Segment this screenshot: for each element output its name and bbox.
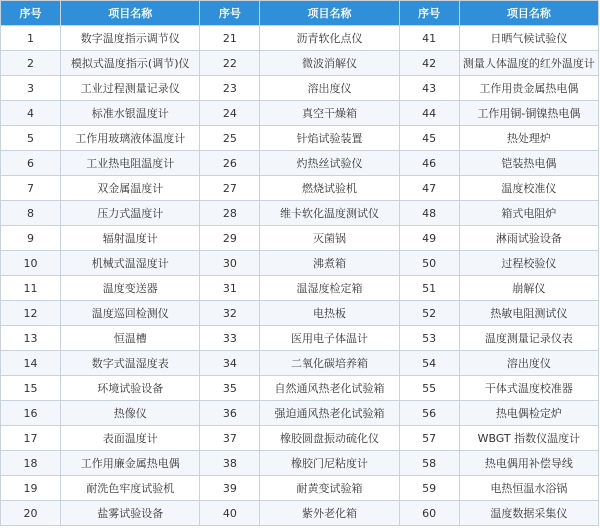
item-name-cell: 温度测量记录仪表 xyxy=(459,326,598,351)
serial-number-cell: 54 xyxy=(399,351,459,376)
serial-number-cell: 37 xyxy=(200,426,260,451)
serial-number-cell: 41 xyxy=(399,26,459,51)
item-name-cell: 工作用廉金属热电偶 xyxy=(61,451,200,476)
serial-number-cell: 6 xyxy=(1,151,61,176)
item-name-cell: 淋雨试验设备 xyxy=(459,226,598,251)
serial-number-cell: 29 xyxy=(200,226,260,251)
serial-number-cell: 27 xyxy=(200,176,260,201)
item-name-cell: 强迫通风热老化试验箱 xyxy=(260,401,399,426)
item-name-cell: 溶出度仪 xyxy=(260,76,399,101)
item-name-cell: 沥青软化点仪 xyxy=(260,26,399,51)
item-name-cell: 标准水银温度计 xyxy=(61,101,200,126)
item-name-cell: 模拟式温度指示(调节)仪 xyxy=(61,51,200,76)
serial-number-cell: 59 xyxy=(399,476,459,501)
serial-number-cell: 9 xyxy=(1,226,61,251)
item-name-cell: 电热板 xyxy=(260,301,399,326)
header-serial-number: 序号 xyxy=(399,1,459,26)
item-name-cell: 盐雾试验设备 xyxy=(61,501,200,526)
item-name-cell: 热电偶检定炉 xyxy=(459,401,598,426)
serial-number-cell: 21 xyxy=(200,26,260,51)
item-name-cell: 微波消解仪 xyxy=(260,51,399,76)
header-item-name: 项目名称 xyxy=(61,1,200,26)
item-name-cell: 压力式温度计 xyxy=(61,201,200,226)
item-name-cell: 热电偶用补偿导线 xyxy=(459,451,598,476)
header-serial-number: 序号 xyxy=(1,1,61,26)
item-name-cell: 溶出度仪 xyxy=(459,351,598,376)
serial-number-cell: 55 xyxy=(399,376,459,401)
item-name-cell: 沸煮箱 xyxy=(260,251,399,276)
serial-number-cell: 39 xyxy=(200,476,260,501)
item-name-cell: 干体式温度校准器 xyxy=(459,376,598,401)
header-row xyxy=(1,1,599,26)
item-name-cell: 灭菌锅 xyxy=(260,226,399,251)
item-name-cell: 工业过程测量记录仪 xyxy=(61,76,200,101)
item-name-cell: 针焰试验装置 xyxy=(260,126,399,151)
serial-number-cell: 44 xyxy=(399,101,459,126)
item-name-cell: 电热恒温水浴锅 xyxy=(459,476,598,501)
serial-number-cell: 23 xyxy=(200,76,260,101)
item-name-cell: 耐洗色牢度试验机 xyxy=(61,476,200,501)
item-name-cell: 环境试验设备 xyxy=(61,376,200,401)
item-name-cell: 温度校准仪 xyxy=(459,176,598,201)
item-name-cell: 灼热丝试验仪 xyxy=(260,151,399,176)
serial-number-cell: 8 xyxy=(1,201,61,226)
table-row xyxy=(1,76,599,101)
item-name-cell: 温度巡回检测仪 xyxy=(61,301,200,326)
item-name-cell: 辐射温度计 xyxy=(61,226,200,251)
table-row xyxy=(1,151,599,176)
serial-number-cell: 32 xyxy=(200,301,260,326)
table-header xyxy=(1,1,599,26)
serial-number-cell: 3 xyxy=(1,76,61,101)
serial-number-cell: 7 xyxy=(1,176,61,201)
item-name-cell: 自然通风热老化试验箱 xyxy=(260,376,399,401)
serial-number-cell: 33 xyxy=(200,326,260,351)
serial-number-cell: 49 xyxy=(399,226,459,251)
header-item-name: 项目名称 xyxy=(260,1,399,26)
item-name-cell: 热敏电阻测试仪 xyxy=(459,301,598,326)
header-serial-number: 序号 xyxy=(200,1,260,26)
item-name-cell: 燃烧试验机 xyxy=(260,176,399,201)
table-row xyxy=(1,351,599,376)
serial-number-cell: 46 xyxy=(399,151,459,176)
item-name-cell: 数字式温湿度表 xyxy=(61,351,200,376)
table-row xyxy=(1,226,599,251)
serial-number-cell: 45 xyxy=(399,126,459,151)
serial-number-cell: 20 xyxy=(1,501,61,526)
serial-number-cell: 50 xyxy=(399,251,459,276)
serial-number-cell: 22 xyxy=(200,51,260,76)
item-name-cell: 机械式温湿度计 xyxy=(61,251,200,276)
table-row xyxy=(1,301,599,326)
item-name-cell: 耐黄变试验箱 xyxy=(260,476,399,501)
serial-number-cell: 60 xyxy=(399,501,459,526)
item-name-cell: 温湿度检定箱 xyxy=(260,276,399,301)
serial-number-cell: 26 xyxy=(200,151,260,176)
table-row xyxy=(1,126,599,151)
serial-number-cell: 56 xyxy=(399,401,459,426)
serial-number-cell: 16 xyxy=(1,401,61,426)
serial-number-cell: 5 xyxy=(1,126,61,151)
table-row xyxy=(1,451,599,476)
item-name-cell: 恒温槽 xyxy=(61,326,200,351)
item-name-cell: 维卡软化温度测试仪 xyxy=(260,201,399,226)
item-name-cell: 崩解仪 xyxy=(459,276,598,301)
serial-number-cell: 47 xyxy=(399,176,459,201)
item-name-cell: 工作用玻璃液体温度计 xyxy=(61,126,200,151)
item-name-cell: 测量人体温度的红外温度计 xyxy=(459,51,598,76)
serial-number-cell: 48 xyxy=(399,201,459,226)
serial-number-cell: 36 xyxy=(200,401,260,426)
item-name-cell: 二氧化碳培养箱 xyxy=(260,351,399,376)
item-name-cell: 铠装热电偶 xyxy=(459,151,598,176)
serial-number-cell: 40 xyxy=(200,501,260,526)
table-row xyxy=(1,201,599,226)
serial-number-cell: 42 xyxy=(399,51,459,76)
item-name-cell: 真空干燥箱 xyxy=(260,101,399,126)
item-name-cell: 医用电子体温计 xyxy=(260,326,399,351)
serial-number-cell: 17 xyxy=(1,426,61,451)
table-row xyxy=(1,276,599,301)
table-row xyxy=(1,51,599,76)
item-name-cell: 工作用铜-铜镍热电偶 xyxy=(459,101,598,126)
serial-number-cell: 18 xyxy=(1,451,61,476)
item-name-cell: 橡胶门尼粘度计 xyxy=(260,451,399,476)
serial-number-cell: 14 xyxy=(1,351,61,376)
item-name-cell: 温度数据采集仪 xyxy=(459,501,598,526)
header-item-name: 项目名称 xyxy=(459,1,598,26)
table-row xyxy=(1,176,599,201)
item-name-cell: 表面温度计 xyxy=(61,426,200,451)
serial-number-cell: 28 xyxy=(200,201,260,226)
table-row xyxy=(1,26,599,51)
table-row xyxy=(1,426,599,451)
serial-number-cell: 53 xyxy=(399,326,459,351)
serial-number-cell: 4 xyxy=(1,101,61,126)
item-name-cell: 箱式电阻炉 xyxy=(459,201,598,226)
item-name-cell: 热像仪 xyxy=(61,401,200,426)
serial-number-cell: 35 xyxy=(200,376,260,401)
table-row xyxy=(1,376,599,401)
serial-number-cell: 31 xyxy=(200,276,260,301)
serial-number-cell: 12 xyxy=(1,301,61,326)
serial-number-cell: 15 xyxy=(1,376,61,401)
item-name-cell: 日晒气候试验仪 xyxy=(459,26,598,51)
item-name-cell: 工业热电阻温度计 xyxy=(61,151,200,176)
table-row xyxy=(1,401,599,426)
item-name-cell: 工作用贵金属热电偶 xyxy=(459,76,598,101)
serial-number-cell: 13 xyxy=(1,326,61,351)
table-row xyxy=(1,251,599,276)
serial-number-cell: 19 xyxy=(1,476,61,501)
item-name-cell: 双金属温度计 xyxy=(61,176,200,201)
serial-number-cell: 38 xyxy=(200,451,260,476)
table-row xyxy=(1,501,599,526)
item-name-cell: WBGT 指数仪温度计 xyxy=(459,426,598,451)
serial-number-cell: 52 xyxy=(399,301,459,326)
serial-number-cell: 25 xyxy=(200,126,260,151)
item-name-cell: 数字温度指示调节仪 xyxy=(61,26,200,51)
serial-number-cell: 34 xyxy=(200,351,260,376)
serial-number-cell: 11 xyxy=(1,276,61,301)
table-body xyxy=(1,26,599,526)
serial-number-cell: 2 xyxy=(1,51,61,76)
item-name-cell: 橡胶圆盘振动硫化仪 xyxy=(260,426,399,451)
serial-number-cell: 51 xyxy=(399,276,459,301)
serial-number-cell: 43 xyxy=(399,76,459,101)
serial-number-cell: 57 xyxy=(399,426,459,451)
item-name-cell: 热处理炉 xyxy=(459,126,598,151)
serial-number-cell: 1 xyxy=(1,26,61,51)
item-name-cell: 温度变送器 xyxy=(61,276,200,301)
serial-number-cell: 30 xyxy=(200,251,260,276)
table-row xyxy=(1,101,599,126)
serial-number-cell: 58 xyxy=(399,451,459,476)
serial-number-cell: 10 xyxy=(1,251,61,276)
table-row xyxy=(1,326,599,351)
item-name-cell: 紫外老化箱 xyxy=(260,501,399,526)
serial-number-cell: 24 xyxy=(200,101,260,126)
item-name-cell: 过程校验仪 xyxy=(459,251,598,276)
table-row xyxy=(1,476,599,501)
